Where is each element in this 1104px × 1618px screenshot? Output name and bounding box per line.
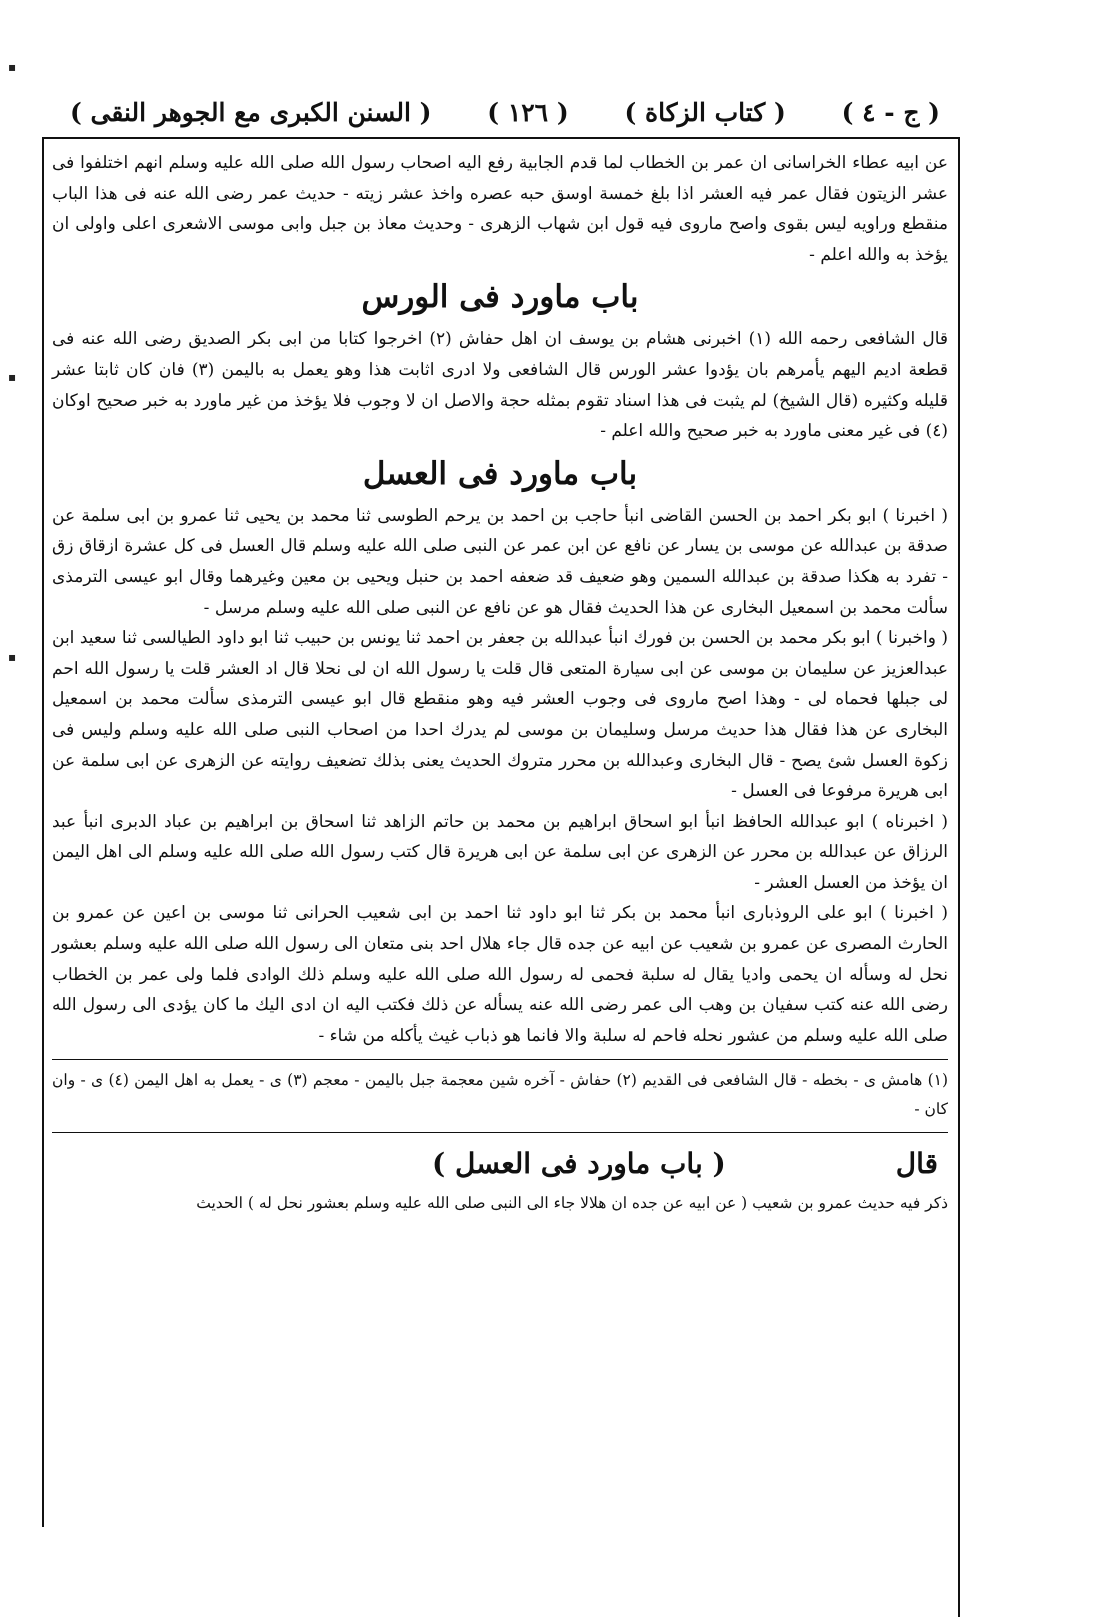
asal-paragraph: ( اخبرنا ) ابو على الروذبارى انبأ محمد بن بكر ثنا ابو داود ثنا احمد بن ابى شعيب الحرانى ثنا موسى بن اعين عن عمرو بن الحارث المصرى عن عمرو بن شعيب عن ابيه عن جده قال جاء هلال احد بنى متعان الى رسول الله صلى الله عليه وسلم بعشور نحل له وسأله ان يحمى واديا يقال له سلبة فحمى له رسول الله صلى الله عليه وسلم ذلك الوادى فلما ولى عمر بن الخطاب رضى الله عنه كتب سفيان بن وهب الى عمر رضى الله عنه يسأله عن ذلك فكتب اليه ان ادى اليك ما كان يؤدى الى رسول الله صلى الله عليه وسلم من عشور نحله فاحم له سلبة والا فانما هو ذباب غيث يأكله من شاء - — [52, 903, 948, 1046]
jawhar-heading-row — [52, 1139, 948, 1189]
footnote-divider — [52, 1059, 948, 1060]
jawhar-qal: قال — [895, 1147, 938, 1181]
asal-paragraph: ( اخبرنا ) ابو بكر احمد بن الحسن القاضى انبأ حاجب بن احمد بن يرحم الطوسى ثنا محمد بن يحيى ثنا عمرو بن ابى سلمة عن صدقة بن عبدالله عن موسى بن يسار عن نافع عن ابن عمر عن النبى صلى الله عليه وسلم قال العسل فى كل عشرة ازقاق زق - تفرد به هكذا صدقة بن عبدالله السمين وهو ضعيف قد ضعفه احمد بن حنبل ويحيى بن معين وغيرهما وقال ابو عيسى الترمذى سألت محمد بن اسمعيل البخارى عن هذا الحديث فقال هو عن نافع عن النبى صلى الله عليه وسلم مرسل - — [52, 505, 948, 618]
left-frame-line — [42, 137, 44, 1527]
chapter-title: ( كتاب الزكاة ) — [624, 97, 786, 127]
footnotes: (١) هامش ى - بخطه - قال الشافعى فى القديم (٢) حفاش - آخره شين معجمة جبل باليمن - معجم (٣) ى - يعمل به اهل اليمن (٤) ى - وان كان - — [52, 1071, 949, 1119]
asal-paragraph: ( اخبرناه ) ابو عبدالله الحافظ انبأ ابو اسحاق ابراهيم بن محمد بن حاتم الزاهد ثنا اسحاق بن ابراهيم بن عباد الدبرى انبأ عبد الرزاق عن عبدالله بن محرر عن الزهرى عن ابى سلمة عن ابى هريرة قال كتب رسول الله صلى الله عليه وسلم الى اهل اليمن ان يؤخذ من العسل العشر - — [52, 811, 948, 893]
header-divider — [42, 137, 960, 139]
margin-dot: ▪ — [8, 370, 17, 384]
section-heading-wars: باب ماورد فى الورس — [361, 279, 639, 316]
main-text-column — [52, 148, 948, 1618]
jawhar-text: ذكر فيه حديث عمرو بن شعيب ( عن ابيه عن جده ان هلالا جاء الى النبى صلى الله عليه وسلم بعشور نحل له ) الحديث — [196, 1194, 948, 1213]
jawhar-divider — [52, 1132, 948, 1133]
right-frame-line — [958, 137, 960, 1617]
jawhar-heading: ( باب ماورد فى العسل ) — [432, 1147, 726, 1181]
section-heading-asal: باب ماورد فى العسل — [362, 455, 638, 492]
running-header — [70, 92, 940, 132]
asal-paragraph: ( واخبرنا ) ابو بكر محمد بن الحسن بن فورك انبأ عبدالله بن جعفر بن احمد ثنا يونس بن حبيب ثنا ابو داود الطيالسى ثنا سعيد ابن عبدالعزيز عن سليمان بن موسى عن ابى سيارة المتعى قال قلت يا رسول الله ان لى نحلا قال اد العشر قلت يا رسول الله احم لى جبلها فحماه لى - وهذا اصح ماروى فى وجوب العشر فيه وهو منقطع قال ابو عيسى الترمذى سألت محمد بن اسمعيل البخارى عن هذا فقال هذا حديث مرسل وسليمان بن موسى لم يدرك احدا من اصحاب النبى صلى الله عليه وسلم وليس فى زكوة العسل شئ يصح - قال البخارى وعبدالله بن محرر متروك الحديث يعنى بذلك تضعيف روايته عن الزهرى عن ابى سلمة عن ابى هريرة مرفوعا فى العسل - — [52, 628, 948, 802]
intro-paragraph: عن ابيه عطاء الخراسانى ان عمر بن الخطاب لما قدم الجابية رفع اليه اصحاب رسول الله صلى الله عليه وسلم انهم اختلفوا فى عشر الزيتون فقال عمر فيه العشر اذا بلغ خمسة اوسق حبه عصره واخذ عشر زيته - حديث عمر رضى الله عنه فى هذا الباب منقطع وراويه ليس بقوى واصح ماروى فيه قول ابن شهاب الزهرى - وحديث معاذ بن جبل وابى موسى الاشعرى اعلى واولى ان يؤخذ به والله اعلم - — [52, 153, 948, 265]
wars-paragraph: قال الشافعى رحمه الله (١) اخبرنى هشام بن يوسف ان اهل حفاش (٢) اخرجوا كتابا من ابى بكر الصديق رضى الله عنه فى قطعة اديم اليهم يأمرهم بان يؤدوا عشر الورس قال الشافعى ولا ادرى اثابت هذا وهو يعمل به باليمن (٣) فان كان ثابتا عشر قليله وكثيره (قال الشيخ) لم يثبت فى هذا اسناد تقوم بمثله حجة والاصل ان لا وجوب فلا يؤخذ من غير ماورد به خبر صحيح اوكان (٤) فى غير معنى ماورد به خبر صحيح والله اعلم - — [52, 329, 949, 442]
book-title: ( السنن الكبرى مع الجوهر النقى ) — [70, 97, 432, 127]
margin-dot: ▪ — [8, 60, 17, 74]
page-number: ( ١٢٦ ) — [487, 97, 569, 127]
margin-dot: ▪ — [8, 650, 17, 664]
volume-label: ( ج - ٤ ) — [841, 97, 940, 127]
